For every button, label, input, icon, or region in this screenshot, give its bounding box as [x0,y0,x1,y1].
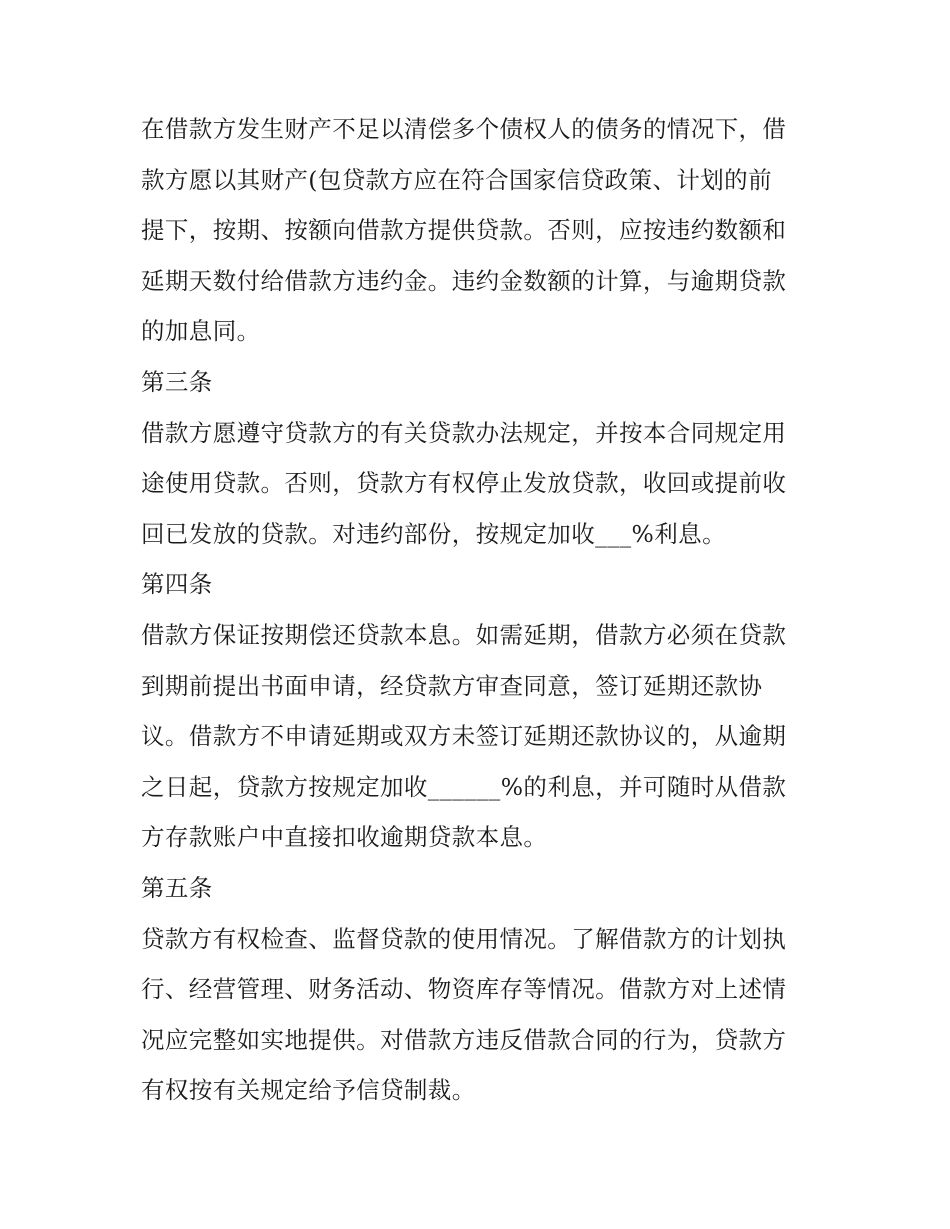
paragraph-line: 之日起，贷款方按规定加收______%的利息，并可随时从借款 [141,772,787,801]
paragraph-line: 提下，按期、按额向借款方提供贷款。否则，应按违约数额和 [141,216,787,245]
paragraph-line: 贷款方有权检查、监督贷款的使用情况。了解借款方的计划执 [141,924,787,953]
paragraph-line: 借款方保证按期偿还贷款本息。如需延期，借款方必须在贷款 [141,620,787,649]
paragraph-line: 议。借款方不申请延期或双方未签订延期还款协议的，从逾期 [141,722,787,751]
paragraph-line: 在借款方发生财产不足以清偿多个债权人的债务的情况下，借 [141,115,787,143]
paragraph-line: 借款方愿遵守贷款方的有关贷款办法规定，并按本合同规定用 [141,418,787,447]
article-heading-5: 第五条 [141,873,213,902]
article-heading-3: 第三条 [141,367,213,396]
paragraph-line: 款方愿以其财产(包贷款方应在符合国家信贷政策、计划的前 [141,165,772,194]
paragraph-line: 方存款账户中直接扣收逾期贷款本息。 [141,823,548,852]
document-page [141,104,816,1116]
paragraph-line: 途使用贷款。否则，贷款方有权停止发放贷款，收回或提前收 [141,469,787,498]
paragraph-line: 回已发放的贷款。对违约部份，按规定加收___%利息。 [141,519,726,548]
paragraph-line: 到期前提出书面申请，经贷款方审查同意，签订延期还款协 [141,671,763,700]
paragraph-line: 况应完整如实地提供。对借款方违反借款合同的行为，贷款方 [141,1025,787,1054]
paragraph-line: 的加息同。 [141,317,261,346]
article-heading-4: 第四条 [141,570,213,599]
paragraph-line: 有权按有关规定给予信贷制裁。 [141,1076,476,1105]
paragraph-line: 行、经营管理、财务活动、物资库存等情况。借款方对上述情 [141,975,787,1004]
paragraph-line: 延期天数付给借款方违约金。违约金数额的计算，与逾期贷款 [141,266,787,295]
